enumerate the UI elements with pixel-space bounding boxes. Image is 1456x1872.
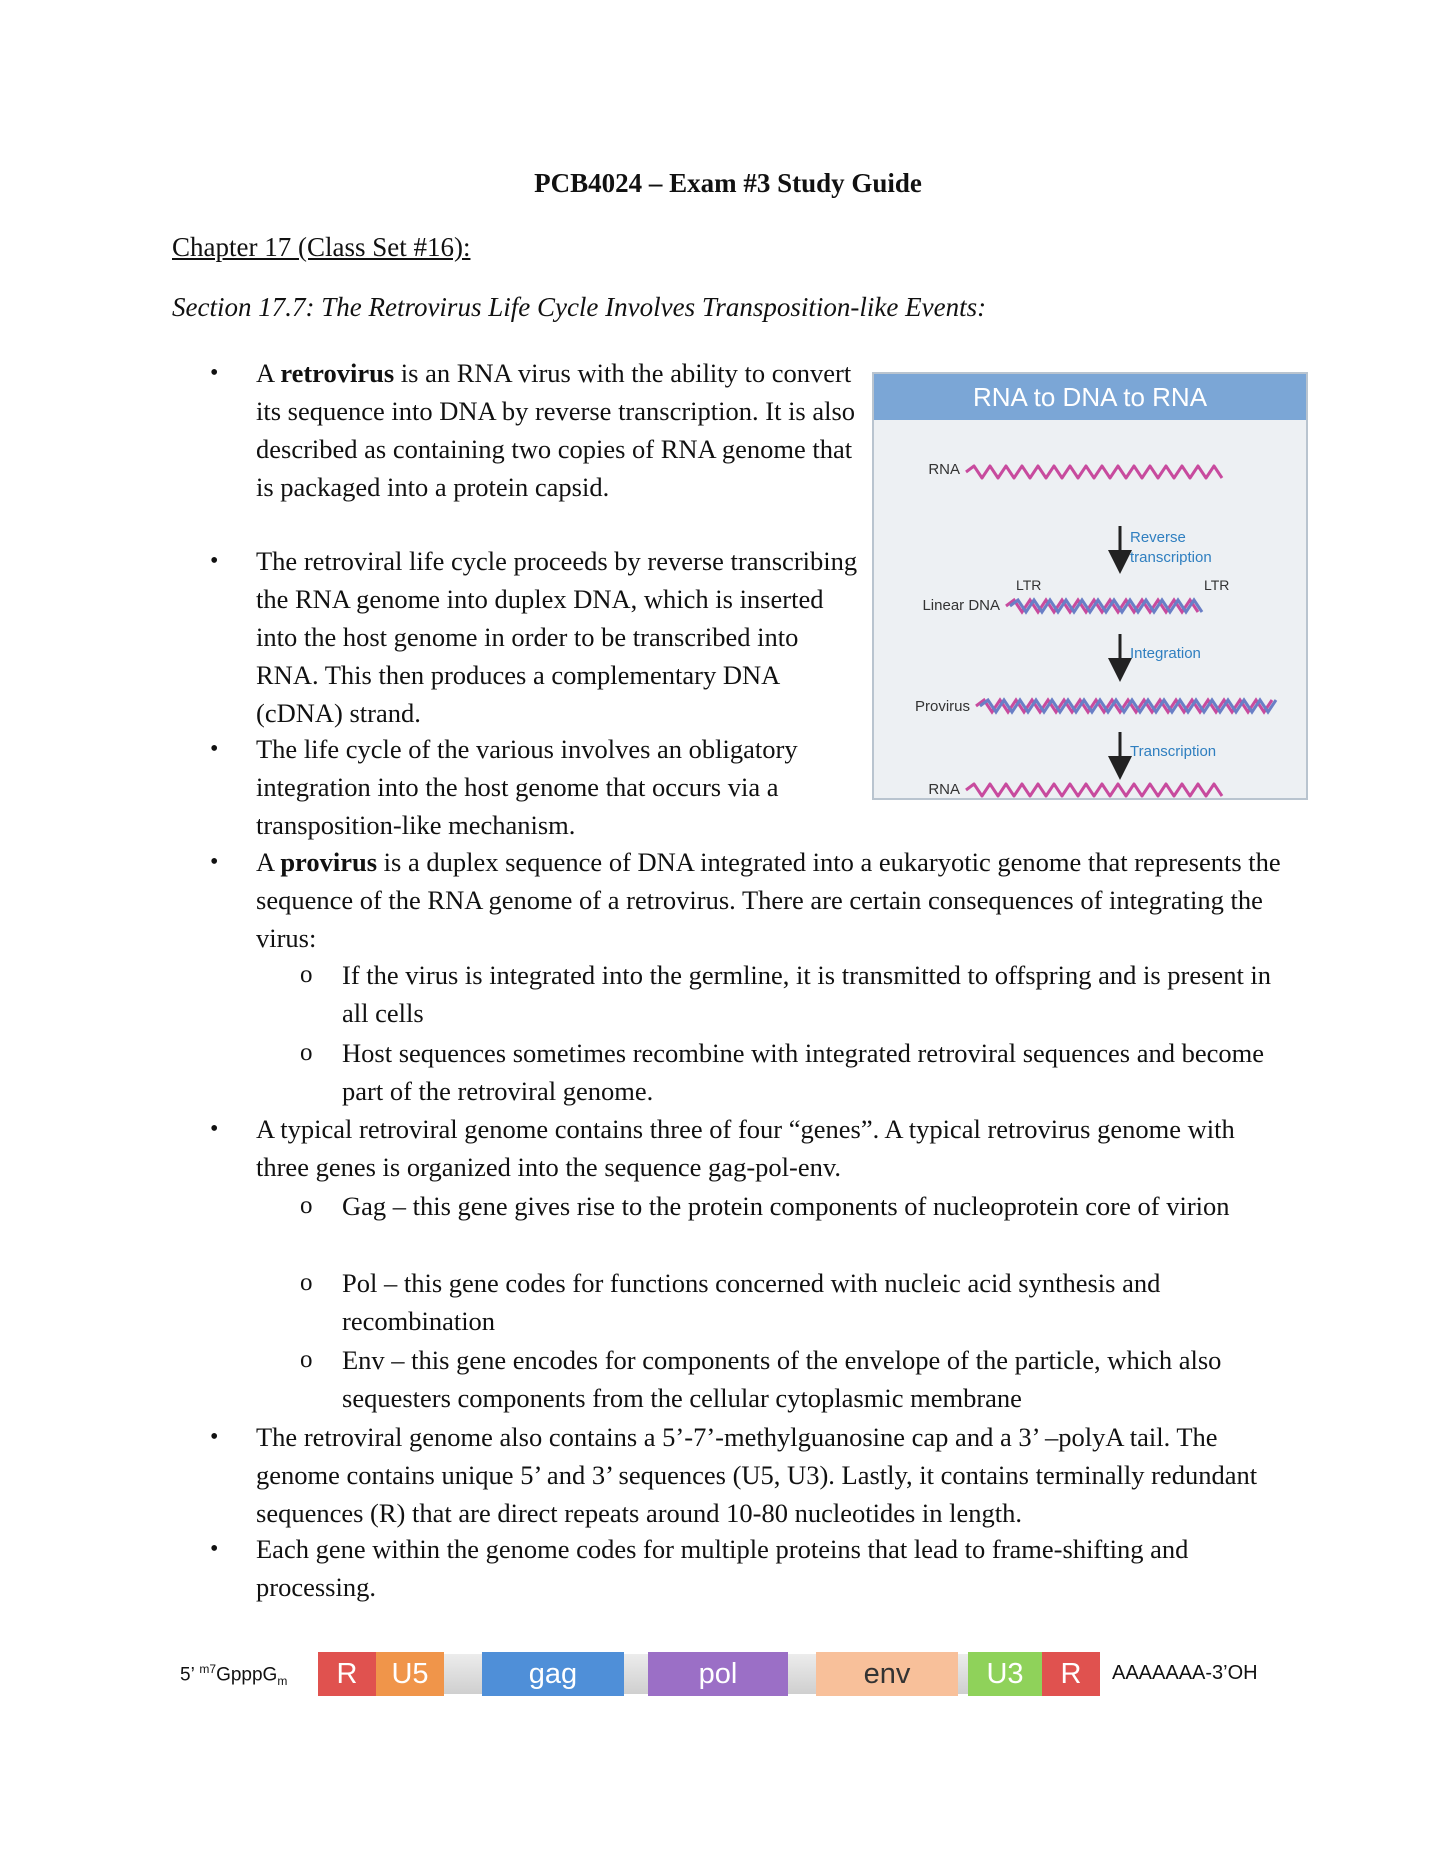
sub-bullet-text: Env – this gene encodes for components of the envelope of the particle, which also sequesters components from the cellular cytoplasmic membrane <box>342 1345 1222 1413</box>
bullet-marker: • <box>210 360 219 386</box>
bullet-retrovirus <box>210 354 860 506</box>
term-retrovirus: retrovirus <box>280 358 395 388</box>
bullet-frame-shifting <box>210 1530 1290 1606</box>
bullet-integration <box>210 730 860 844</box>
figure-header: RNA to DNA to RNA <box>874 374 1306 420</box>
bullet-cap-tail <box>210 1418 1290 1532</box>
bullet-text: A <box>256 358 281 388</box>
rna-top-strand <box>966 466 1222 478</box>
provirus-label: Provirus <box>914 698 970 715</box>
bullet-marker: • <box>210 1536 219 1562</box>
segment-pol: pol <box>648 1652 788 1696</box>
bullet-text: is an RNA virus with the ability to convert its sequence into DNA by reverse transcription. It is also described as containing two copies of RNA genome that is packaged into a protein capsid. <box>256 358 856 502</box>
bullet-text: Each gene within the genome codes for multiple proteins that lead to frame-shifting and processing. <box>256 1534 1189 1602</box>
rna-bottom-label: RNA <box>928 781 960 798</box>
cap-7: 7 <box>209 1662 217 1676</box>
retrovirus-genome-map <box>150 1652 1290 1696</box>
step-integration: Integration <box>1130 645 1201 662</box>
chapter-heading: Chapter 17 (Class Set #16): <box>172 232 471 262</box>
cap-m: m <box>199 1662 210 1676</box>
sub-bullet-env <box>300 1341 1290 1417</box>
genome-spacer <box>958 1654 968 1694</box>
cap-sub: m <box>277 1674 288 1689</box>
segment-u3: U3 <box>968 1652 1042 1696</box>
bullet-genes <box>210 1110 1290 1186</box>
segment-r-right: R <box>1042 1652 1100 1696</box>
sub-bullet-gag <box>300 1187 1290 1225</box>
ltr-left-label: LTR <box>1016 577 1042 593</box>
sub-bullet-marker: o <box>300 961 313 988</box>
sub-bullet-text: Pol – this gene codes for functions concerned with nucleic acid synthesis and recombination <box>342 1268 1161 1336</box>
genome-spacer <box>444 1654 482 1694</box>
rna-bottom-strand <box>966 784 1222 796</box>
poly-a-tail: AAAAAAA-3’OH <box>1112 1662 1258 1684</box>
bullet-marker: • <box>210 849 219 875</box>
step-reverse-transcription-line1: Reverse <box>1130 529 1186 546</box>
bullet-marker: • <box>210 1424 219 1450</box>
sub-bullet-text: Host sequences sometimes recombine with integrated retroviral sequences and become part of the retroviral genome. <box>342 1038 1265 1106</box>
section-heading: Section 17.7: The Retrovirus Life Cycle Involves Transposition-like Events: <box>172 292 987 322</box>
rna-top-label: RNA <box>928 461 960 478</box>
sub-bullet-germline <box>300 956 1290 1032</box>
bullet-text: A <box>256 847 281 877</box>
genome-spacer <box>624 1654 648 1694</box>
sub-bullet-marker: o <box>300 1039 313 1066</box>
sub-bullet-pol <box>300 1264 1290 1340</box>
cap-5-prime: 5’ <box>180 1664 195 1686</box>
bullet-marker: • <box>210 1116 219 1142</box>
bullet-marker: • <box>210 736 219 762</box>
sub-bullet-marker: o <box>300 1192 313 1219</box>
segment-env: env <box>816 1652 958 1696</box>
step-transcription: Transcription <box>1130 743 1217 760</box>
bullet-text: The retroviral life cycle proceeds by reverse transcribing the RNA genome into duplex DNA, which is inserted into the host genome in order to be transcribed into RNA. This then produces a complementary DNA (cDNA) strand. <box>256 546 858 728</box>
bullet-text: The retroviral genome also contains a 5’-7’-methylguanosine cap and a 3’ –polyA tail. The genome contains unique 5’ and 3’ sequences (U5, U3). Lastly, it contains terminally redundant sequences (R) that are direct repeats around 10-80 nucleotides in length. <box>256 1422 1258 1528</box>
term-provirus: provirus <box>280 847 378 877</box>
sub-bullet-text: Gag – this gene gives rise to the protein components of nucleoprotein core of virion <box>342 1191 1230 1221</box>
ltr-right-label: LTR <box>1204 577 1230 593</box>
sub-bullet-recombine <box>300 1034 1290 1110</box>
linear-dna-label: Linear DNA <box>922 597 1000 614</box>
bullet-text: A typical retroviral genome contains three of four “genes”. A typical retrovirus genome with three genes is organized into the sequence gag-pol-env. <box>256 1114 1235 1182</box>
cap-gpppg: GpppG <box>216 1664 278 1686</box>
segment-r-left: R <box>318 1652 376 1696</box>
sub-bullet-marker: o <box>300 1269 313 1296</box>
figure-diagram <box>874 420 1306 798</box>
bullet-provirus <box>210 843 1290 957</box>
segment-u5: U5 <box>376 1652 444 1696</box>
sub-bullet-marker: o <box>300 1346 313 1373</box>
rna-dna-rna-figure <box>872 372 1308 800</box>
bullet-text: The life cycle of the various involves an obligatory integration into the host genome that occurs via a transposition-like mechanism. <box>256 734 798 840</box>
bullet-text: is a duplex sequence of DNA integrated into a eukaryotic genome that represents the sequence of the RNA genome of a retrovirus. There are certain consequences of integrating the virus: <box>256 847 1281 953</box>
document-title: PCB4024 – Exam #3 Study Guide <box>534 168 922 198</box>
bullet-marker: • <box>210 548 219 574</box>
step-reverse-transcription-line2: transcription <box>1130 549 1212 566</box>
genome-spacer <box>788 1654 816 1694</box>
segment-gag: gag <box>482 1652 624 1696</box>
sub-bullet-text: If the virus is integrated into the germline, it is transmitted to offspring and is present in all cells <box>342 960 1272 1028</box>
five-prime-cap <box>180 1662 287 1688</box>
bullet-life-cycle <box>210 542 860 732</box>
